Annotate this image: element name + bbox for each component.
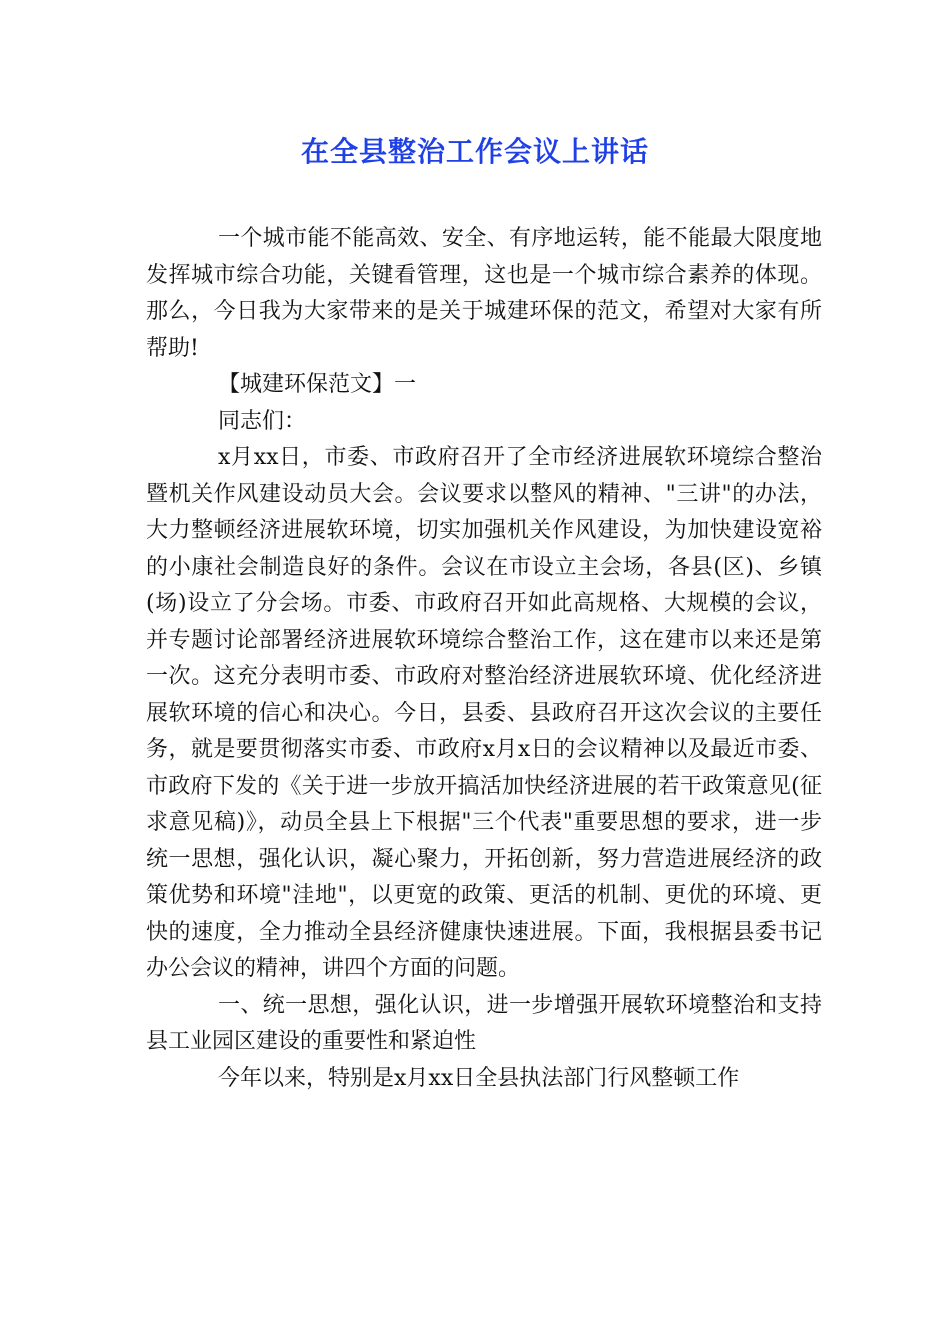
paragraph-intro: 一个城市能不能高效、安全、有序地运转，能不能最大限度地发挥城市综合功能，关键看管理，这也是一个城市综合素养的体现。那么，今日我为大家带来的是关于城建环保的范文，希望对大家有所帮助! [146,226,822,361]
paragraph-section-label: 【城建环保范文】一 [218,372,417,397]
document-title: 在全县整治工作会议上讲话 [300,135,649,168]
document-body [146,221,822,1097]
paragraph-heading-one: 一、统一思想，强化认识，进一步增强开展软环境整治和支持县工业园区建设的重要性和紧迫性 [146,992,822,1054]
paragraph-main: x月xx日，市委、市政府召开了全市经济进展软环境综合整治暨机关作风建设动员大会。会议要求以整风的精神、"三讲"的办法，大力整顿经济进展软环境，切实加强机关作风建设，为加快建设宽裕的小康社会制造良好的条件。会议在市设立主会场，各县(区)、乡镇(场)设立了分会场。市委、市政府召开如此高规格、大规模的会议，并专题讨论部署经济进展软环境综合整治工作，这在建市以来还是第一次。这充分表明市委、市政府对整治经济进展软环境、优化经济进展软环境的信心和决心。今日，县委、县政府召开这次会议的主要任务，就是要贯彻落实市委、市政府x月x日的会议精神以及最近市委、市政府下发的《关于进一步放开搞活加快经济进展的若干政策意见(征求意见稿)》，动员全县上下根据"三个代表"重要思想的要求，进一步统一思想，强化认识，凝心聚力，开拓创新，努力营造进展经济的政策优势和环境"洼地"，以更宽的政策、更活的机制、更优的环境、更快的速度，全力推动全县经济健康快速进展。下面，我根据县委书记办公会议的精神，讲四个方面的问题。 [146,445,822,981]
paragraph-salutation: 同志们： [218,408,307,434]
paragraph-continuation: 今年以来，特别是x月xx日全县执法部门行风整顿工作 [218,1065,740,1091]
